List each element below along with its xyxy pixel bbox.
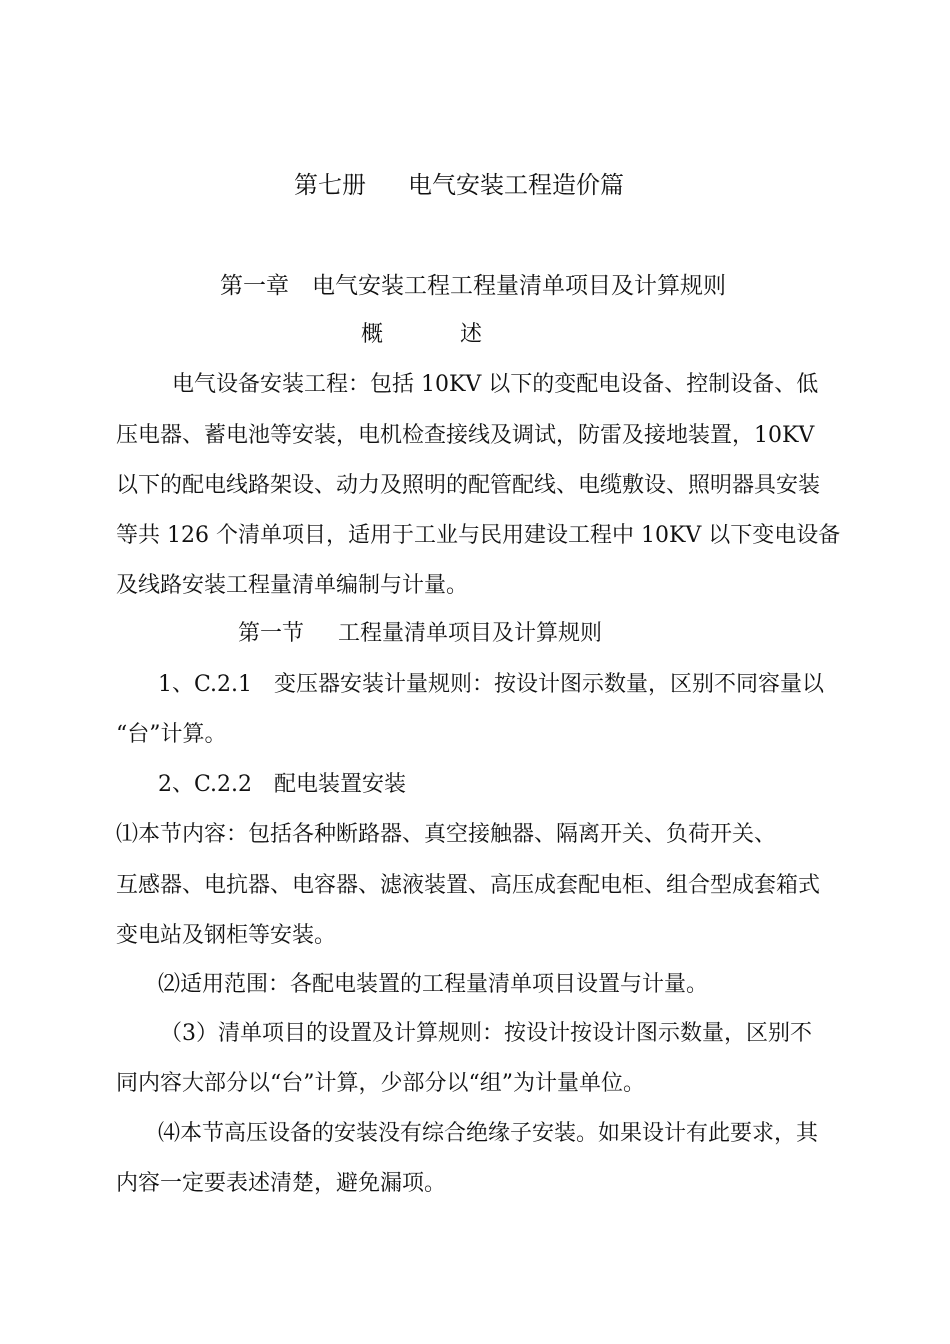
chapter-title: 电气安装工程工程量清单项目及计算规则 [312, 273, 726, 299]
subitem-1-line: 互感器、电抗器、电容器、滤液装置、高压成套配电柜、组合型成套箱式 [116, 873, 821, 898]
subitem-3-line: 同内容大部分以“台”计算，少部分以“组”为计量单位。 [116, 1071, 645, 1096]
subitem-2-line: ⑵适用范围：各配电装置的工程量清单项目设置与计量。 [158, 972, 709, 997]
item-1-line: 1、C.2.1 变压器安装计量规则：按设计图示数量，区别不同容量以 [158, 672, 825, 697]
item-1-line: “台”计算。 [116, 722, 227, 747]
subitem-1-line: 变电站及钢柜等安装。 [116, 923, 337, 948]
intro-paragraph-line: 压电器、蓄电池等安装，电机检查接线及调试，防雷及接地装置，10KV [116, 423, 815, 448]
chapter-prefix: 第一章 [220, 273, 289, 299]
intro-paragraph-line: 电气设备安装工程：包括 10KV 以下的变配电设备、控制设备、低 [172, 372, 819, 397]
overview-heading-char-1: 概 [361, 322, 384, 347]
subitem-4-line: ⑷本节高压设备的安装没有综合绝缘子安装。如果设计有此要求，其 [158, 1121, 819, 1146]
intro-paragraph-line: 以下的配电线路架设、动力及照明的配管配线、电缆敷设、照明器具安装 [116, 473, 821, 498]
subitem-4-line: 内容一定要表述清楚，避免漏项。 [116, 1171, 447, 1196]
section-prefix: 第一节 [238, 621, 305, 646]
overview-heading-char-2: 述 [460, 322, 483, 347]
subitem-1-line: ⑴本节内容：包括各种断路器、真空接触器、隔离开关、负荷开关、 [116, 822, 777, 847]
item-2-heading: 2、C.2.2 配电装置安装 [158, 772, 407, 797]
intro-paragraph-line: 等共 126 个清单项目，适用于工业与民用建设工程中 10KV 以下变电设备 [116, 523, 841, 548]
section-title: 工程量清单项目及计算规则 [338, 621, 603, 646]
book-title-prefix: 第七册 [294, 171, 366, 199]
intro-paragraph-line: 及线路安装工程量清单编制与计量。 [116, 573, 469, 598]
book-title: 电气安装工程造价篇 [408, 171, 624, 199]
subitem-3-line: （3）清单项目的设置及计算规则：按设计按设计图示数量，区别不 [160, 1021, 812, 1046]
